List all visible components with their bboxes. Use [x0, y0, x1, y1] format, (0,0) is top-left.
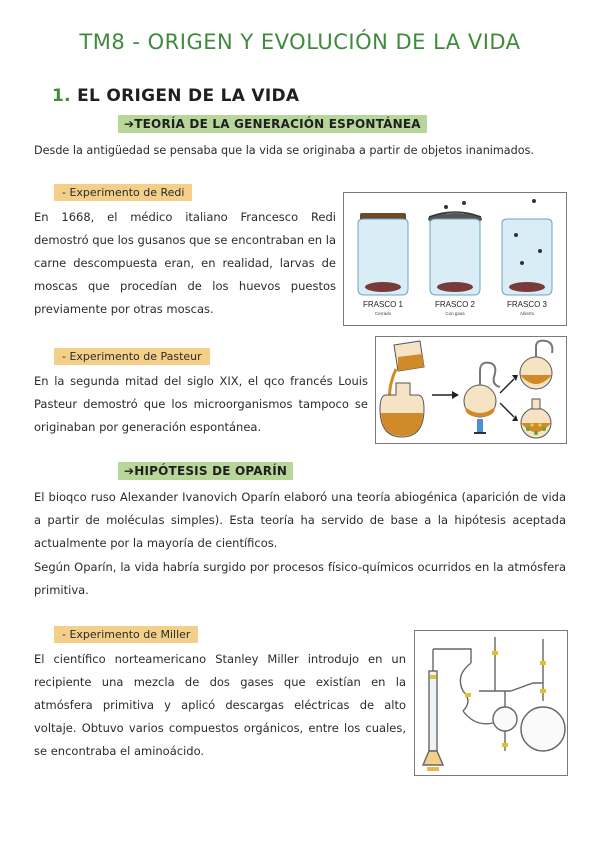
jar2-subcaption: Con gasa	[445, 311, 465, 316]
fly-icon	[538, 249, 542, 253]
jar2-caption: FRASCO 2	[434, 300, 476, 309]
fly-icon	[462, 201, 466, 205]
jar3-subcaption: Abierto	[519, 311, 535, 316]
fly-icon	[514, 233, 518, 237]
section-heading-text: EL ORIGEN DE LA VIDA	[77, 86, 300, 106]
pasteur-text: En la segunda mitad del siglo XIX, el qco francés Louis Pasteur demostró que los microorganismos tampoco se originaban por generación espontánea.	[34, 374, 368, 434]
fly-icon	[520, 261, 524, 265]
arrow-right-icon	[432, 391, 459, 399]
swan-neck-flask-icon	[464, 363, 500, 433]
jar-icon	[358, 213, 408, 295]
jar3-caption: FRASCO 3	[506, 300, 548, 309]
arrow-right-icon	[500, 375, 518, 421]
generacion-intro: Desde la antigüedad se pensaba que la vida se originaba a partir de objetos inanimados.	[34, 144, 534, 157]
fly-icon	[532, 199, 536, 203]
page-title: TM8 - ORIGEN Y EVOLUCIÓN DE LA VIDA	[79, 30, 521, 54]
jar1-subcaption: Cerrado	[374, 311, 392, 316]
flask-icon	[521, 399, 551, 438]
redi-label-wrap	[54, 181, 192, 200]
pasteur-label: - Experimento de Pasteur	[54, 348, 210, 365]
generacion-heading-wrap	[118, 113, 427, 132]
jar1-caption: FRASCO 1	[362, 300, 404, 309]
pasteur-label-wrap	[54, 345, 210, 364]
miller-label: - Experimento de Miller	[54, 626, 198, 643]
generacion-heading: ➔TEORÍA DE LA GENERACIÓN ESPONTÁNEA	[118, 115, 427, 133]
swan-neck-flask-icon	[520, 341, 552, 389]
miller-apparatus-illustration	[415, 631, 567, 775]
miller-apparatus-icon	[423, 637, 565, 771]
jar-icon	[428, 201, 482, 295]
flask-icon	[380, 341, 424, 437]
redi-text: En 1668, el médico italiano Francesco Redi demostró que los gusanos que se encontraban en la carne descompuesta eran, en realidad, larvas de moscas que procedían de los huevos puestos previamente por otras moscas.	[34, 210, 336, 316]
redi-jars-illustration	[344, 193, 566, 325]
miller-figure	[414, 630, 568, 776]
miller-label-wrap	[54, 623, 198, 642]
section-heading	[52, 86, 299, 106]
pasteur-figure	[375, 336, 567, 444]
oparin-text-1: El bioqco ruso Alexander Ivanovich Oparín elaboró una teoría abiogénica (aparición de vida a partir de moléculas simples). Esta teoría ha servido de base a la hipótesis aceptada actualmente por la mayoría de científicos.	[34, 490, 566, 550]
oparin-text-2: Según Oparín, la vida habría surgido por procesos físico-químicos ocurridos en la atmósfera primitiva.	[34, 560, 566, 597]
pasteur-flasks-illustration	[376, 337, 566, 443]
fly-icon	[444, 205, 448, 209]
section-number: 1.	[52, 86, 71, 106]
oparin-heading: ➔HIPÓTESIS DE OPARÍN	[118, 462, 293, 480]
redi-label: - Experimento de Redi	[54, 184, 192, 201]
jar-icon	[502, 199, 552, 295]
oparin-heading-wrap	[118, 460, 293, 479]
miller-text: El científico norteamericano Stanley Miller introdujo en un recipiente una mezcla de dos gases que existían en la atmósfera primitiva y aplicó descargas eléctricas de alto voltaje. Obtuvo varios compuestos orgánicos, entre los cuales, se encontraba el aminoácido.	[34, 652, 406, 758]
redi-figure	[343, 192, 567, 326]
